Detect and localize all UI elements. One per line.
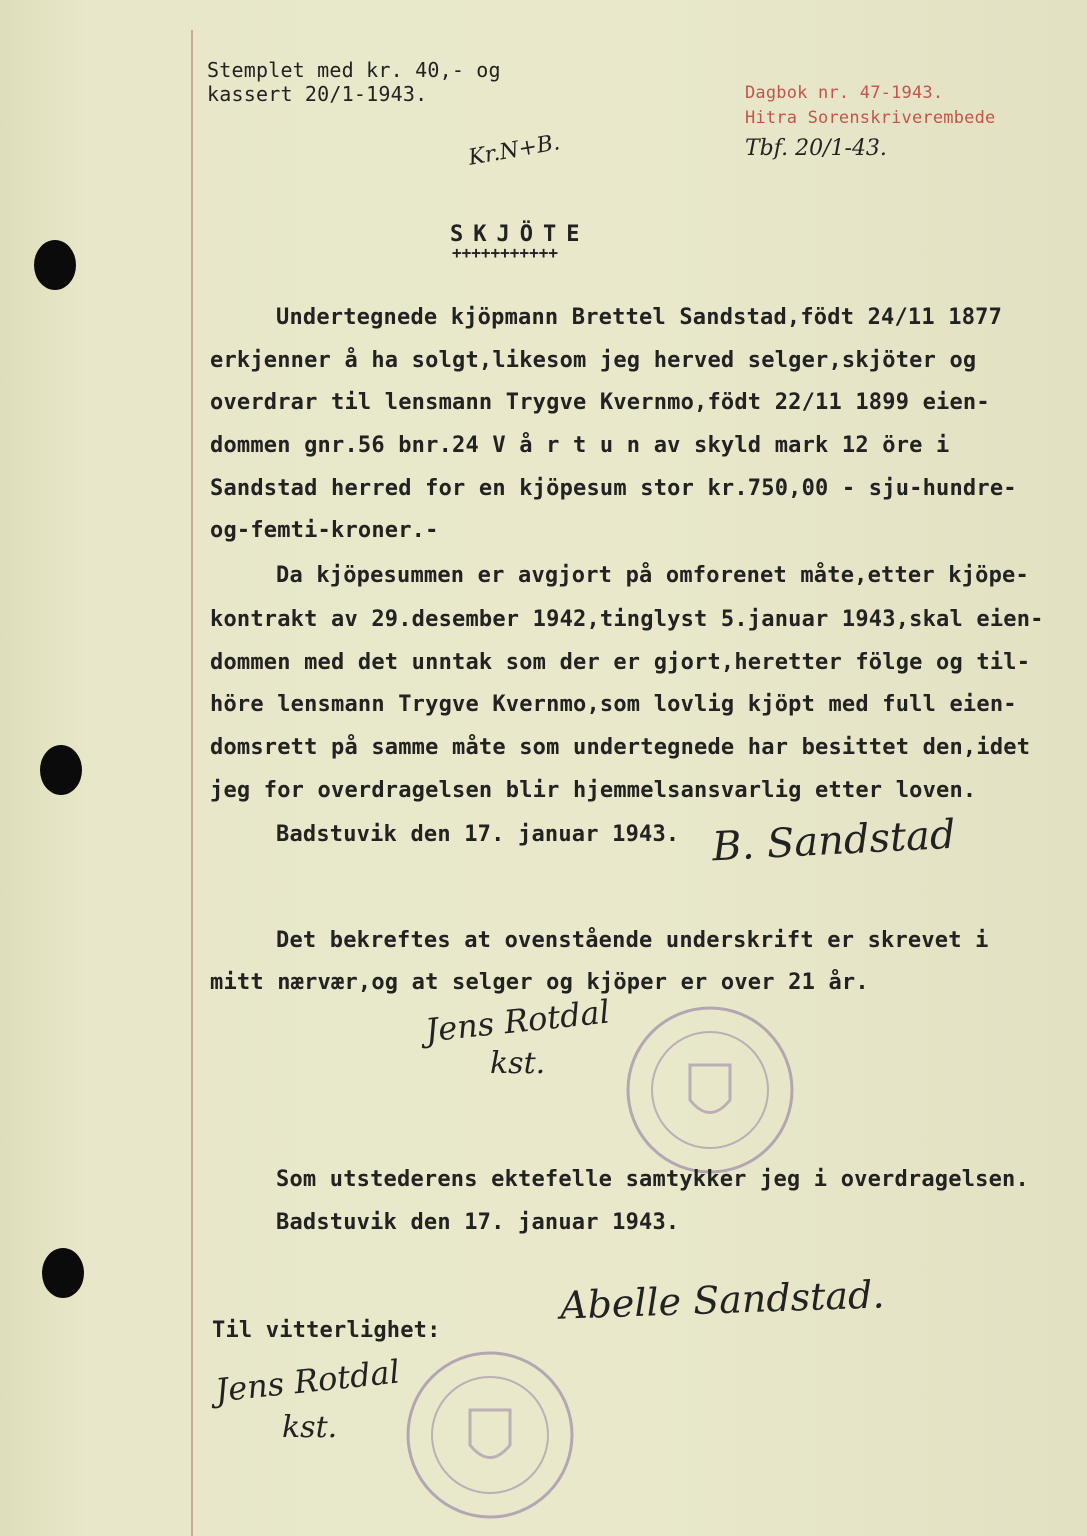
punch-hole-middle bbox=[40, 745, 82, 795]
stamp-note-line2: kassert 20/1-1943. bbox=[207, 82, 428, 106]
date-line-seller: Badstuvik den 17. januar 1943. bbox=[276, 822, 680, 847]
body-line-3: overdrar til lensmann Trygve Kvernmo,födt 22/11 1899 eien- bbox=[210, 390, 990, 415]
body-line-10: höre lensmann Trygve Kvernmo,som lovlig kjöpt med full eien- bbox=[210, 692, 1017, 717]
witness-title-1: kst. bbox=[490, 1046, 546, 1081]
margin-rule bbox=[191, 30, 193, 1536]
title-underline: +++++++++++ bbox=[452, 243, 558, 262]
official-seal-1 bbox=[620, 1000, 800, 1180]
official-seal-2 bbox=[400, 1345, 580, 1525]
body-line-5: Sandstad herred for en kjöpesum stor kr.750,00 - sju-hundre- bbox=[210, 476, 1017, 501]
body-line-2: erkjenner å ha solgt,likesom jeg herved selger,skjöter og bbox=[210, 348, 977, 373]
seller-signature: B. Sandstad bbox=[710, 811, 957, 871]
body-line-4: dommen gnr.56 bnr.24 V å r t u n av skyld mark 12 öre i bbox=[210, 433, 950, 458]
witness-signature-2: Jens Rotdal bbox=[213, 1352, 402, 1410]
body-line-1: Undertegnede kjöpmann Brettel Sandstad,födt 24/11 1877 bbox=[276, 305, 1003, 330]
body-line-11: domsrett på samme måte som undertegnede har besittet den,idet bbox=[210, 735, 1031, 760]
document-title: SKJÖTE bbox=[450, 222, 590, 247]
confirmation-line-2: mitt nærvær,og at selger og kjöper er over 21 år. bbox=[210, 970, 869, 995]
stamp-note-line1: Stemplet med kr. 40,- og bbox=[207, 58, 501, 82]
confirmation-line-1: Det bekreftes at ovenstående underskrift er skrevet i bbox=[276, 928, 989, 953]
consent-line-2: Badstuvik den 17. januar 1943. bbox=[276, 1210, 680, 1235]
body-line-8: kontrakt av 29.desember 1942,tinglyst 5.januar 1943,skal eien- bbox=[210, 607, 1044, 632]
body-line-6: og-femti-kroner.- bbox=[210, 518, 439, 543]
witness-title-2: kst. bbox=[282, 1410, 338, 1445]
body-line-12: jeg for overdragelsen blir hjemmelsansvarlig etter loven. bbox=[210, 778, 977, 803]
punch-hole-bottom bbox=[42, 1248, 84, 1298]
registry-office: Hitra Sorenskriverembede bbox=[745, 108, 996, 128]
registry-date: Tbf. 20/1-43. bbox=[745, 136, 887, 161]
witness-signature-1: Jens Rotdal bbox=[423, 992, 612, 1050]
witness-heading: Til vitterlighet: bbox=[212, 1318, 441, 1343]
spouse-signature: Abelle Sandstad. bbox=[559, 1272, 886, 1328]
punch-hole-top bbox=[34, 240, 76, 290]
body-line-9: dommen med det unntak som der er gjort,heretter fölge og til- bbox=[210, 650, 1031, 675]
body-line-7: Da kjöpesummen er avgjort på omforenet måte,etter kjöpe- bbox=[276, 563, 1029, 588]
initials: Kr.N+B. bbox=[466, 130, 562, 171]
registry-number: Dagbok nr. 47-1943. bbox=[745, 83, 944, 103]
consent-line-1: Som utstederens ektefelle samtykker jeg i overdragelsen. bbox=[276, 1167, 1029, 1192]
